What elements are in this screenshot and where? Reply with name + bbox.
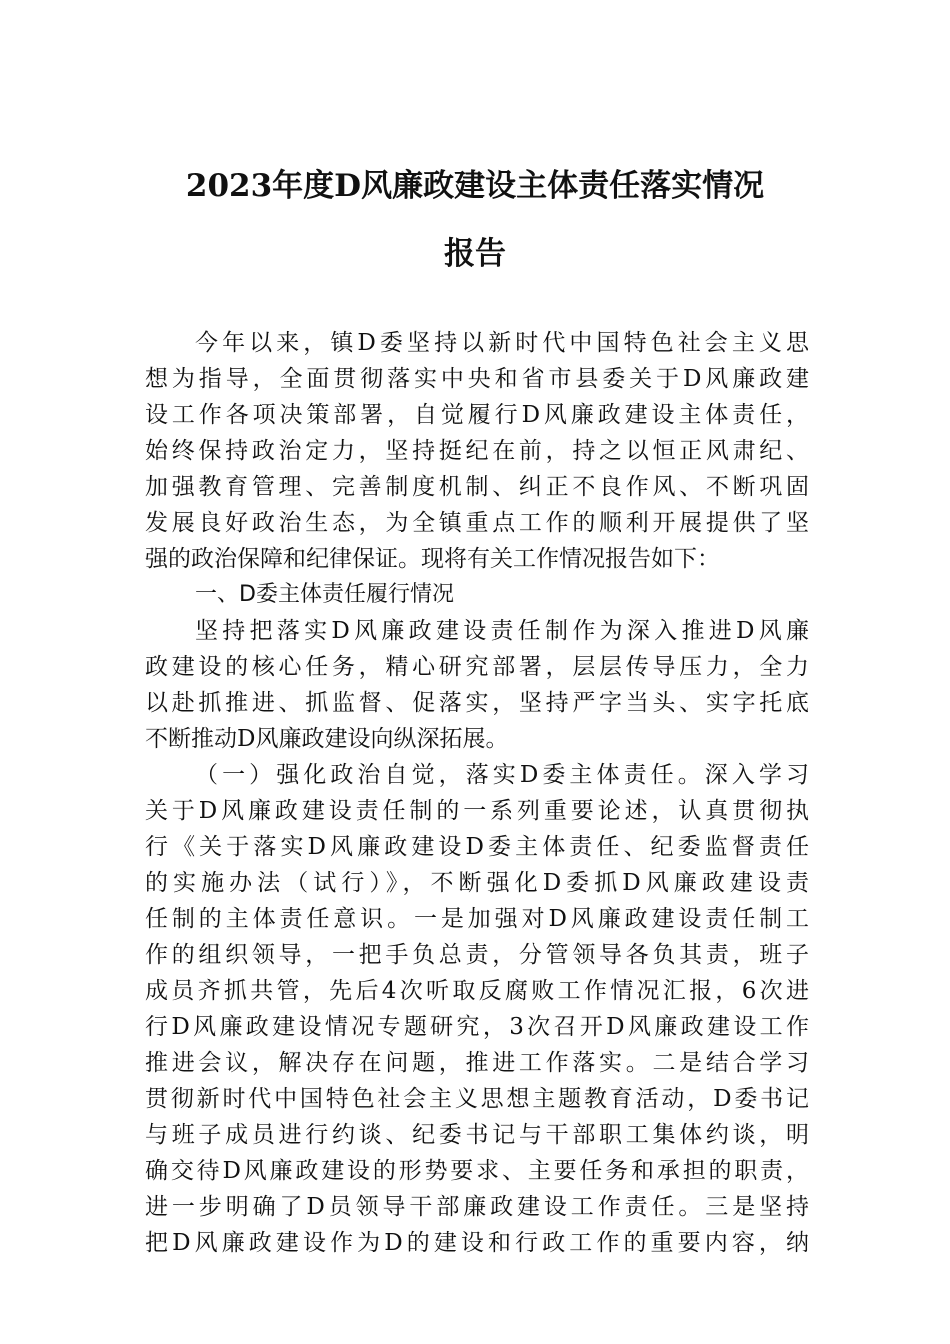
paragraph-line: 把D风廉政建设作为D的建设和行政工作的重要内容，纳 bbox=[145, 1230, 809, 1256]
paragraph-line: 想为指导，全面贯彻落实中央和省市县委关于D风廉政建 bbox=[145, 366, 809, 392]
paragraph-line: 强的政治保障和纪律保证。现将有关工作情况报告如下： bbox=[145, 546, 720, 572]
paragraph-line: 与班子成员进行约谈、纪委书记与干部职工集体约谈，明 bbox=[145, 1122, 809, 1148]
paragraph-line: 作的组织领导，一把手负总责，分管领导各负其责，班子 bbox=[145, 942, 809, 968]
paragraph-line: 关于D风廉政建设责任制的一系列重要论述，认真贯彻执 bbox=[145, 798, 809, 824]
section-heading: 一、D委主体责任履行情况 bbox=[195, 582, 454, 607]
paragraph-line: 的实施办法（试行）》，不断强化D委抓D风廉政建设责 bbox=[145, 870, 809, 896]
document-title-line-2: 报告 bbox=[444, 236, 506, 272]
paragraph-line: （一）强化政治自觉，落实D委主体责任。深入学习 bbox=[195, 762, 809, 788]
paragraph-line: 坚持把落实D风廉政建设责任制作为深入推进D风廉 bbox=[195, 618, 809, 644]
paragraph-line: 今年以来，镇D委坚持以新时代中国特色社会主义思 bbox=[195, 330, 809, 356]
paragraph-line: 任制的主体责任意识。一是加强对D风廉政建设责任制工 bbox=[145, 906, 809, 932]
paragraph-line: 不断推动D风廉政建设向纵深拓展。 bbox=[145, 726, 509, 752]
paragraph-line: 发展良好政治生态，为全镇重点工作的顺利开展提供了坚 bbox=[145, 510, 809, 536]
document-title-line-1: 2023年度D风廉政建设主体责任落实情况 bbox=[185, 168, 765, 204]
paragraph-line: 加强教育管理、完善制度机制、纠正不良作风、不断巩固 bbox=[145, 474, 809, 500]
paragraph-line: 确交待D风廉政建设的形势要求、主要任务和承担的职责， bbox=[145, 1158, 809, 1184]
paragraph-line: 以赴抓推进、抓监督、促落实，坚持严字当头、实字托底 bbox=[145, 690, 809, 716]
paragraph-line: 行《关于落实D风廉政建设D委主体责任、纪委监督责任 bbox=[145, 834, 809, 860]
paragraph-line: 成员齐抓共管，先后4次听取反腐败工作情况汇报，6次进 bbox=[145, 978, 809, 1004]
paragraph-line: 政建设的核心任务，精心研究部署，层层传导压力，全力 bbox=[145, 654, 809, 680]
paragraph-line: 始终保持政治定力，坚持挺纪在前，持之以恒正风肃纪、 bbox=[145, 438, 809, 464]
paragraph-line: 进一步明确了D员领导干部廉政建设工作责任。三是坚持 bbox=[145, 1194, 809, 1220]
paragraph-line: 设工作各项决策部署，自觉履行D风廉政建设主体责任， bbox=[145, 402, 809, 428]
paragraph-line: 贯彻新时代中国特色社会主义思想主题教育活动，D委书记 bbox=[145, 1086, 809, 1112]
paragraph-line: 推进会议，解决存在问题，推进工作落实。二是结合学习 bbox=[145, 1050, 809, 1076]
document-body bbox=[145, 325, 809, 1261]
paragraph-line: 行D风廉政建设情况专题研究，3次召开D风廉政建设工作 bbox=[145, 1014, 809, 1040]
